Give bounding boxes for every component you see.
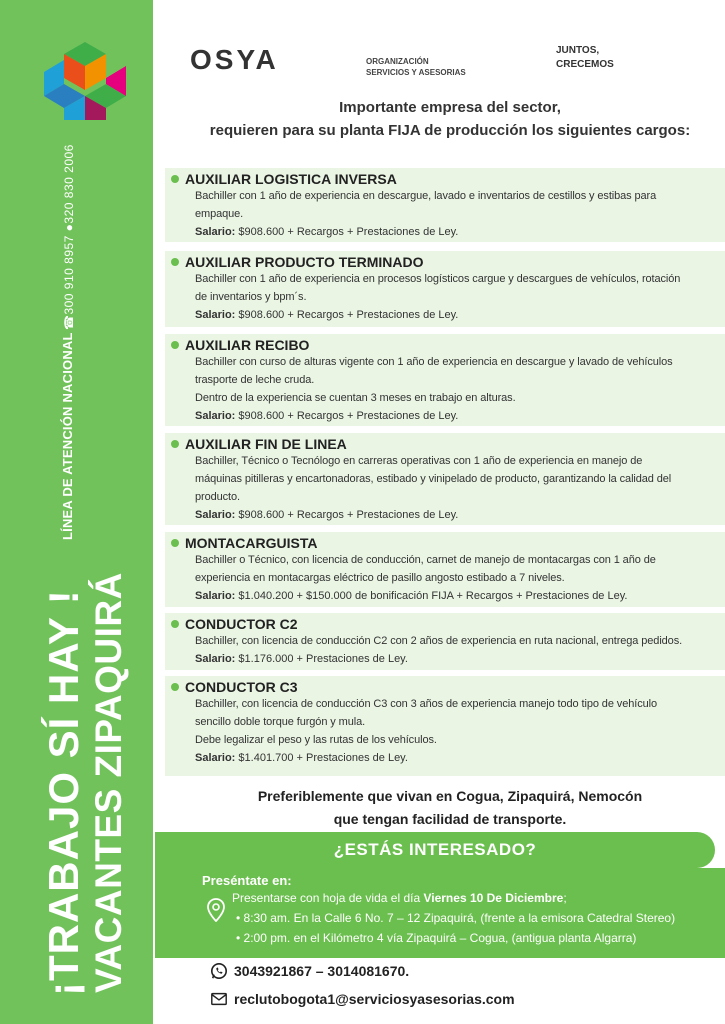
cta-details <box>232 888 675 948</box>
preference-line-1: Preferiblemente que vivan en Cogua, Zipaquirá, Nemocón <box>257 788 643 804</box>
cta-date: Viernes 10 De Diciembre <box>423 891 564 905</box>
salary-label: Salario: <box>195 226 236 238</box>
osya-logo-icon <box>44 42 126 120</box>
job-title <box>171 171 717 187</box>
org-line-2: SERVICIOS Y ASESORIAS <box>366 68 466 77</box>
bullet-icon <box>171 341 179 349</box>
sidebar-phones: ☎300 910 8957 ●320 830 2006 <box>62 144 76 330</box>
salary-value: $908.600 + Recargos + Prestaciones de Ley. <box>238 309 459 321</box>
job-title-text: CONDUCTOR C2 <box>185 616 298 632</box>
cta-intro <box>232 888 675 908</box>
salary-value: $908.600 + Recargos + Prestaciones de Ley. <box>238 226 459 238</box>
job-salary <box>179 749 717 767</box>
cta-option-2: • 2:00 pm. en el Kilómetro 4 vía Zipaquirá – Cogua, (antigua planta Algarra) <box>236 931 637 945</box>
job-title-text: AUXILIAR RECIBO <box>185 337 310 353</box>
salary-value: $908.600 + Recargos + Prestaciones de Ley. <box>238 509 459 521</box>
intro-text <box>165 96 725 142</box>
bullet-icon <box>171 440 179 448</box>
salary-value: $1.040.200 + $150.000 de bonificación FIJA + Recargos + Prestaciones de Ley. <box>238 590 628 602</box>
salary-label: Salario: <box>195 309 236 321</box>
job-title <box>171 616 717 632</box>
job-description-line: Bachiller con curso de alturas vigente con 1 año de experiencia en descargue y lavado de vehículos <box>195 356 673 368</box>
job-title <box>171 254 717 270</box>
job-title-text: MONTACARGUISTA <box>185 535 318 551</box>
job-salary <box>179 650 717 668</box>
brand-name: OSYA <box>190 44 279 75</box>
cta-title: Preséntate en: <box>202 873 292 888</box>
bullet-icon <box>171 175 179 183</box>
salary-label: Salario: <box>195 752 236 764</box>
job-title-text: CONDUCTOR C3 <box>185 679 298 695</box>
contact-phones: 3043921867 – 3014081670. <box>234 963 410 979</box>
job-description-line: Bachiller, Técnico o Tecnólogo en carreras operativas con 1 año de experiencia en manejo de <box>195 455 643 467</box>
sidebar-subheadline: VACANTES ZIPAQUIRÁ <box>88 572 129 993</box>
job-title <box>171 679 717 695</box>
bullet-icon <box>171 683 179 691</box>
sidebar-headline: ¡TRABAJO SÍ HAY ! <box>40 589 87 996</box>
cta-intro-end: ; <box>563 891 567 905</box>
preference-line-2: que tengan facilidad de transporte. <box>333 811 567 827</box>
job-description-line: producto. <box>195 491 240 503</box>
location-pin-icon <box>206 898 226 922</box>
whatsapp-icon <box>210 962 228 980</box>
bullet-icon <box>171 620 179 628</box>
job-description-line: experiencia en montacargas eléctrico de pasillo angosto estibado a 7 niveles. <box>195 572 565 584</box>
salary-label: Salario: <box>195 590 236 602</box>
sidebar <box>0 0 153 1024</box>
job-title-text: AUXILIAR PRODUCTO TERMINADO <box>185 254 424 270</box>
job-description-line: sencillo doble torque furgón y mula. <box>195 716 366 728</box>
job-item <box>165 334 725 426</box>
job-title <box>171 337 717 353</box>
job-description-line: Bachiller con 1 año de experiencia en procesos logísticos cargue y descargues de vehículos, rotación <box>195 273 681 285</box>
sidebar-attention-line: LÍNEA DE ATENCIÓN NACIONAL <box>60 332 75 540</box>
job-title <box>171 436 717 452</box>
job-description-line: Bachiller con 1 año de experiencia en descargue, lavado e inventarios de cestillos y estibas para <box>195 190 657 202</box>
whatsapp-contact[interactable] <box>210 962 409 980</box>
salary-label: Salario: <box>195 509 236 521</box>
slogan-line-2: CRECEMOS <box>556 59 614 70</box>
job-item <box>165 168 725 242</box>
slogan-line-1: JUNTOS, <box>556 45 600 56</box>
job-salary <box>179 223 717 241</box>
job-item <box>165 613 725 670</box>
bullet-icon <box>171 539 179 547</box>
job-description-line: empaque. <box>195 208 244 220</box>
job-description-line: de inventarios y bpm´s. <box>195 291 307 303</box>
org-line-1: ORGANIZACIÓN <box>366 57 429 66</box>
job-description-line: Bachiller, con licencia de conducción C3 con 3 años de experiencia manejo todo tipo de vehículo <box>195 698 657 710</box>
cta-intro-text: Presentarse con hoja de vida el día <box>232 891 424 905</box>
mail-icon <box>210 990 228 1008</box>
job-description-line: Bachiller o Técnico, con licencia de conducción, carnet de manejo de montacargas con 1 año de <box>195 554 656 566</box>
preference-note <box>165 785 725 831</box>
salary-label: Salario: <box>195 653 236 665</box>
org-description <box>366 56 466 78</box>
job-salary <box>179 506 717 524</box>
job-description-line: Dentro de la experiencia se cuentan 3 meses en trabajo en alturas. <box>195 392 516 404</box>
job-title-text: AUXILIAR FIN DE LINEA <box>185 436 347 452</box>
job-title-text: AUXILIAR LOGISTICA INVERSA <box>185 171 397 187</box>
contact-email: reclutobogota1@serviciosyasesorias.com <box>234 991 515 1007</box>
salary-label: Salario: <box>195 410 236 422</box>
job-item <box>165 251 725 327</box>
job-item <box>165 532 725 607</box>
job-item <box>165 676 725 776</box>
job-description-line: máquinas pitilleras y encartonadoras, estibado y vinipelado de producto, garantizando la calidad del <box>195 473 672 485</box>
intro-line-2: requieren para su planta FIJA de producción los siguientes cargos: <box>209 122 691 139</box>
job-description-line: Debe legalizar el peso y las rutas de los vehículos. <box>195 734 437 746</box>
bullet-icon <box>171 258 179 266</box>
job-description-line: trasporte de leche cruda. <box>195 374 315 386</box>
job-salary <box>179 587 717 605</box>
job-salary <box>179 306 717 324</box>
job-description-line: Bachiller, con licencia de conducción C2 con 2 años de experiencia en ruta nacional, entrega pedidos. <box>195 635 683 647</box>
job-title <box>171 535 717 551</box>
cta-option-1: • 8:30 am. En la Calle 6 No. 7 – 12 Zipaquirá, (frente a la emisora Catedral Stereo) <box>236 911 676 925</box>
job-item <box>165 433 725 525</box>
salary-value: $908.600 + Recargos + Prestaciones de Ley. <box>238 410 459 422</box>
cta-banner: ¿ESTÁS INTERESADO? <box>155 832 715 868</box>
intro-line-1: Importante empresa del sector, <box>339 99 561 116</box>
salary-value: $1.401.700 + Prestaciones de Ley. <box>238 752 408 764</box>
salary-value: $1.176.000 + Prestaciones de Ley. <box>238 653 408 665</box>
slogan <box>556 44 614 72</box>
job-salary <box>179 407 717 425</box>
email-contact[interactable] <box>210 990 515 1008</box>
